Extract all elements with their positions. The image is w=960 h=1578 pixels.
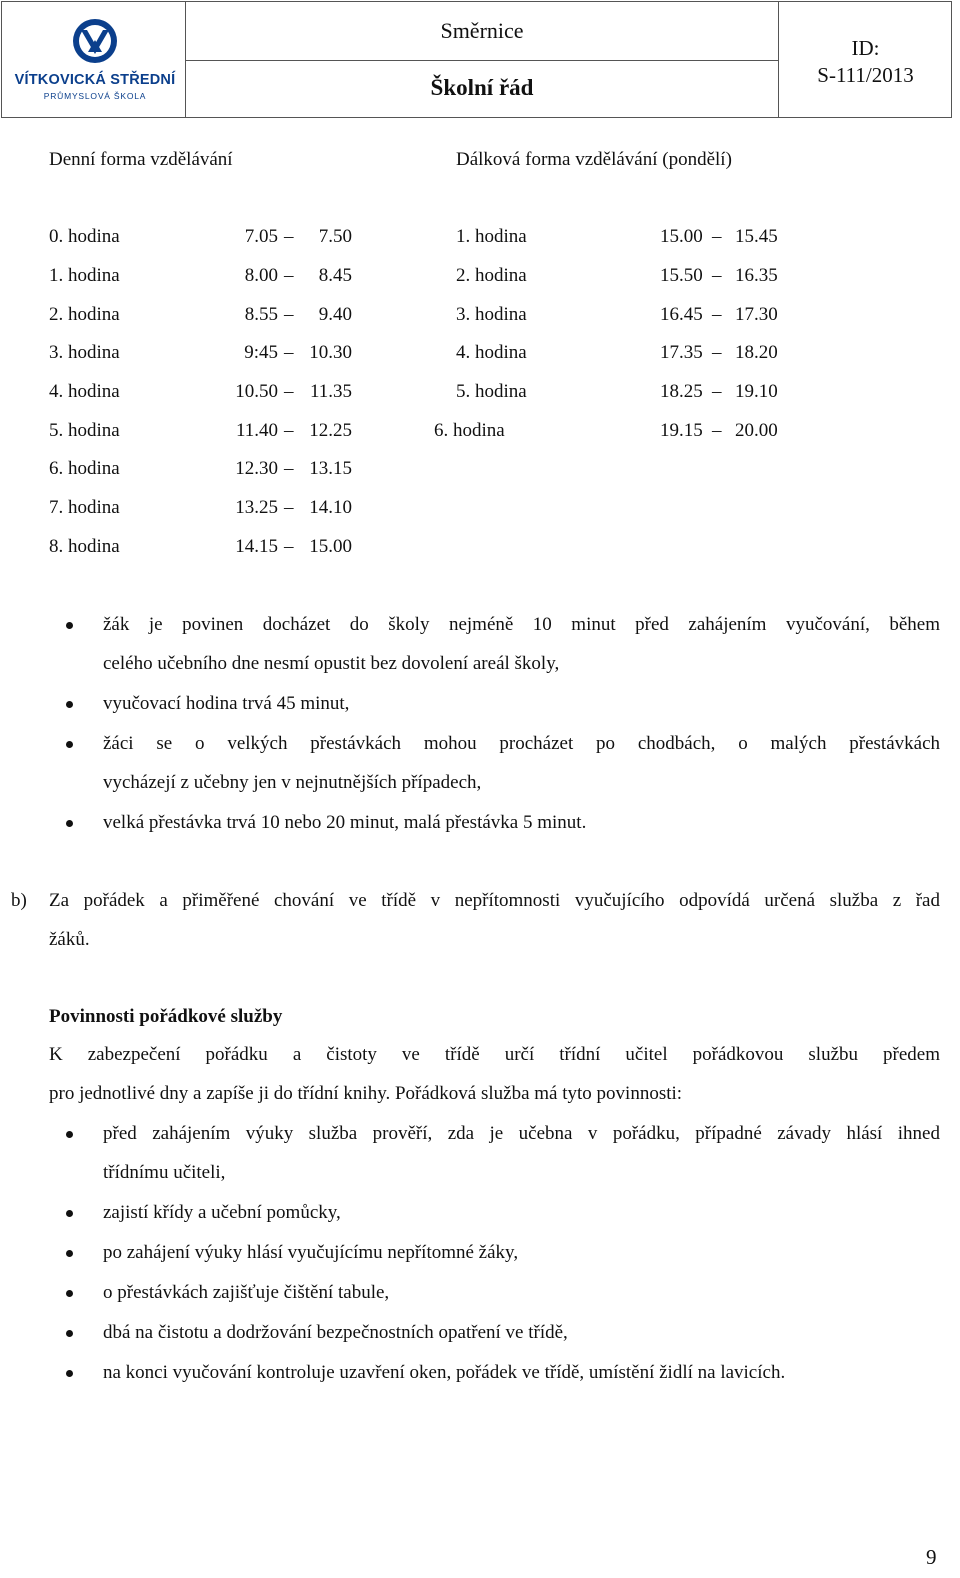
school-logo (10, 16, 180, 106)
bullet-icon (66, 1290, 73, 1297)
lesson-end: 12.25 (309, 420, 352, 441)
list-item-text: vycházejí z učebny jen v nejnutnějších případech, (103, 772, 482, 793)
lesson-start: 10.50 (235, 381, 278, 402)
dash: – (712, 265, 722, 286)
dash: – (712, 226, 722, 247)
bullet-icon (66, 622, 73, 629)
section-marker: b) (11, 890, 27, 911)
lesson-end: 17.30 (735, 304, 778, 325)
duty-intro: pro jednotlivé dny a zapíše ji do třídní knihy. Pořádková služba má tyto povinnosti: (49, 1083, 683, 1104)
lesson-label: 2. hodina (49, 304, 120, 325)
bullet-icon (66, 741, 73, 748)
lesson-label: 1. hodina (456, 226, 527, 247)
lesson-start: 9:45 (244, 342, 278, 363)
dash: – (712, 342, 722, 363)
lesson-end: 15.00 (309, 536, 352, 557)
lesson-start: 11.40 (235, 420, 278, 441)
list-item-text: po zahájení výuky hlásí vyučujícímu nepřítomné žáky, (103, 1242, 519, 1263)
lesson-end: 14.10 (309, 497, 352, 518)
bullet-icon (66, 1210, 73, 1217)
section-b-text: žáků. (49, 929, 90, 950)
document-header (1, 1, 952, 118)
dash: – (284, 458, 294, 479)
lesson-end: 11.35 (309, 381, 352, 402)
lesson-end: 8.45 (318, 265, 352, 286)
lesson-end: 18.20 (735, 342, 778, 363)
lesson-label: 2. hodina (456, 265, 527, 286)
duty-heading: Povinnosti pořádkové služby (49, 1006, 283, 1027)
lesson-label: 6. hodina (434, 420, 505, 441)
lesson-label: 3. hodina (456, 304, 527, 325)
day-schedule-title: Denní forma vzdělávání (49, 149, 233, 170)
list-item-text: třídnímu učiteli, (103, 1162, 226, 1183)
lesson-end: 7.50 (318, 226, 352, 247)
lesson-end: 13.15 (309, 458, 352, 479)
list-item-text: žák je povinen docházet do školy nejméně 10 minut před zahájením vyučování, během (103, 614, 940, 635)
list-item-text: velká přestávka trvá 10 nebo 20 minut, malá přestávka 5 minut. (103, 812, 587, 833)
dash: – (712, 420, 722, 441)
lesson-start: 13.25 (235, 497, 278, 518)
dash: – (284, 342, 294, 363)
dash: – (284, 536, 294, 557)
lesson-start: 15.50 (660, 265, 703, 286)
lesson-start: 17.35 (660, 342, 703, 363)
dash: – (284, 381, 294, 402)
list-item-text: dbá na čistotu a dodržování bezpečnostních opatření ve třídě, (103, 1322, 568, 1343)
lesson-start: 18.25 (660, 381, 703, 402)
bullet-icon (66, 1370, 73, 1377)
lesson-end: 9.40 (318, 304, 352, 325)
bullet-icon (66, 701, 73, 708)
dash: – (284, 265, 294, 286)
dash: – (712, 381, 722, 402)
school-emblem-icon (10, 16, 180, 72)
lesson-label: 1. hodina (49, 265, 120, 286)
id-label: ID: (851, 36, 880, 60)
lesson-start: 15.00 (660, 226, 703, 247)
distance-schedule-title: Dálková forma vzdělávání (pondělí) (456, 149, 732, 170)
lesson-label: 4. hodina (49, 381, 120, 402)
lesson-label: 7. hodina (49, 497, 120, 518)
lesson-end: 15.45 (735, 226, 778, 247)
lesson-end: 16.35 (735, 265, 778, 286)
lesson-start: 8.00 (244, 265, 278, 286)
lesson-label: 5. hodina (49, 420, 120, 441)
lesson-end: 20.00 (735, 420, 778, 441)
lesson-label: 8. hodina (49, 536, 120, 557)
lesson-label: 3. hodina (49, 342, 120, 363)
list-item-text: na konci vyučování kontroluje uzavření oken, pořádek ve třídě, umístění židlí na lavicích. (103, 1362, 786, 1383)
list-item-text: celého učebního dne nesmí opustit bez dovolení areál školy, (103, 653, 560, 674)
lesson-start: 7.05 (244, 226, 278, 247)
list-item-text: vyučovací hodina trvá 45 minut, (103, 693, 350, 714)
bullet-icon (66, 820, 73, 827)
lesson-start: 14.15 (235, 536, 278, 557)
document-title: Školní řád (430, 75, 534, 100)
lesson-label: 5. hodina (456, 381, 527, 402)
page-number: 9 (926, 1545, 937, 1569)
section-b-text: Za pořádek a přiměřené chování ve třídě v nepřítomnosti vyučujícího odpovídá určená služba z řad (49, 890, 940, 911)
lesson-start: 8.55 (244, 304, 278, 325)
bullet-icon (66, 1330, 73, 1337)
list-item-text: žáci se o velkých přestávkách mohou procházet po chodbách, o malých přestávkách (103, 733, 940, 754)
lesson-end: 19.10 (735, 381, 778, 402)
dash: – (712, 304, 722, 325)
lesson-start: 19.15 (660, 420, 703, 441)
lesson-label: 0. hodina (49, 226, 120, 247)
dash: – (284, 497, 294, 518)
list-item-text: zajistí křídy a učební pomůcky, (103, 1202, 341, 1223)
school-name: VÍTKOVICKÁ STŘEDNÍ (14, 72, 176, 88)
lesson-label: 6. hodina (49, 458, 120, 479)
dash: – (284, 420, 294, 441)
bullet-icon (66, 1131, 73, 1138)
id-value: S-111/2013 (817, 63, 914, 87)
lesson-end: 10.30 (309, 342, 352, 363)
bullet-icon (66, 1250, 73, 1257)
lesson-start: 16.45 (660, 304, 703, 325)
school-subtitle: PRŮMYSLOVÁ ŠKOLA (43, 91, 147, 101)
list-item-text: před zahájením výuky služba prověří, zda je učebna v pořádku, případné závady hlásí ihned (103, 1123, 940, 1144)
list-item-text: o přestávkách zajišťuje čištění tabule, (103, 1282, 390, 1303)
dash: – (284, 304, 294, 325)
document-type: Směrnice (440, 18, 524, 43)
lesson-start: 12.30 (235, 458, 278, 479)
lesson-label: 4. hodina (456, 342, 527, 363)
duty-intro: K zabezpečení pořádku a čistoty ve třídě určí třídní učitel pořádkovou službu předem (49, 1044, 940, 1065)
dash: – (284, 226, 294, 247)
